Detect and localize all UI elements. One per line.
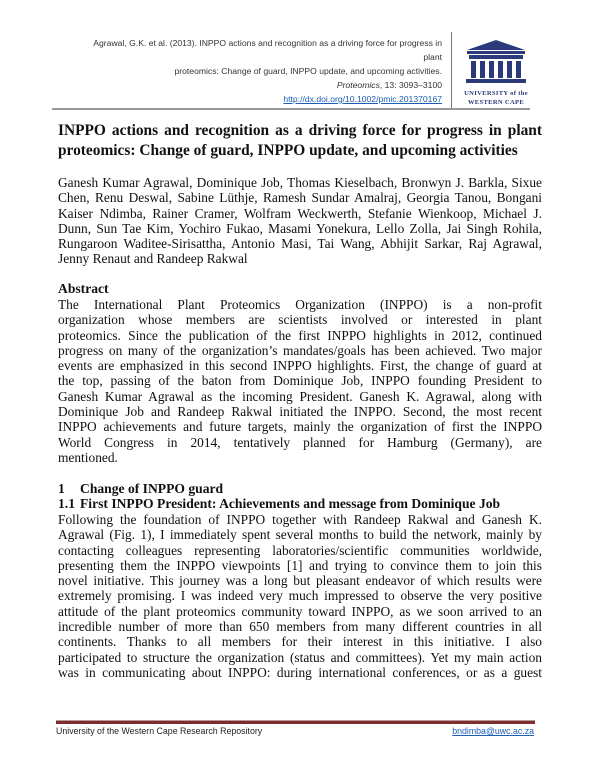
citation-line: proteomics: Change of guard, INPPO update, and upcoming activities. bbox=[174, 66, 442, 76]
text-line: continents. Thanks to all members for their interest in this initiative. I also bbox=[58, 634, 542, 650]
text-line: INPPO achievements and future targets, mainly the organization of first the INPPO bbox=[58, 419, 542, 435]
text-line: Dunn, Sun Tae Kim, Yochiro Fukao, Masami Yonekura, Lello Zolla, Jai Singh Rohila, bbox=[58, 220, 542, 236]
building-columns-icon bbox=[461, 38, 531, 84]
text-line: Chen, Renu Deswal, Sabine Lüthje, Ramesh Sundar Amalraj, Georgia Tanou, Bongani bbox=[58, 190, 542, 206]
text-line: mentioned. bbox=[58, 449, 118, 465]
paper-title bbox=[58, 121, 542, 161]
footer-rule bbox=[56, 720, 535, 724]
text-line: attitude of the plant proteomics community toward INPPO, as we soon arrived to an bbox=[58, 603, 542, 619]
footer-repository: University of the Western Cape Research Repository bbox=[56, 726, 263, 736]
text-line: Dominique Job and Randeep Rakwal initiated the INPPO. Second, the most recent bbox=[58, 404, 542, 420]
text-line: Kaiser Ndimba, Rainer Cramer, Wolfram Weckwerth, Stefanie Wienkoop, Michael J. bbox=[58, 205, 542, 221]
subsection-heading bbox=[58, 496, 542, 511]
subsection-number: 1.1 bbox=[58, 496, 75, 511]
text-line: Following the foundation of INPPO together with Randeep Rakwal and Ganesh K. bbox=[58, 512, 542, 527]
section-heading bbox=[58, 481, 542, 496]
text-line: progress on many of the organization’s mandates/goals has been achieved. Two major bbox=[58, 342, 542, 358]
text-line: the top, passing of the baton from Dominique Job, INPPO founding President to bbox=[58, 373, 542, 389]
journal-reference bbox=[82, 78, 442, 92]
section-body bbox=[58, 512, 542, 680]
text-line: organization whose members are scientists involved or interested in plant bbox=[58, 312, 542, 328]
section-title: Change of INPPO guard bbox=[80, 481, 224, 496]
text-line: Jenny Renaut and Randeep Rakwal bbox=[58, 251, 248, 267]
text-line: extremely promising. I was indeed very much impressed to observe the very positive bbox=[58, 588, 542, 604]
text-line: incredible number of more than 650 members from many different countries in all bbox=[58, 619, 542, 635]
header-divider bbox=[451, 32, 452, 110]
volume-pages: , 13: 3093–3100 bbox=[379, 80, 442, 90]
text-line: proteomics. Since the publication of the first INPPO highlights in 2012, continued bbox=[58, 327, 542, 343]
logo-text-line: WESTERN CAPE bbox=[467, 99, 525, 106]
text-line: participated to structure the organization (status and committees). Yet my main action bbox=[58, 649, 542, 665]
university-logo bbox=[461, 38, 531, 104]
logo-text bbox=[461, 89, 531, 107]
abstract-heading: Abstract bbox=[58, 281, 109, 296]
header-rule bbox=[52, 108, 530, 110]
text-line: proteomics: Change of guard, INPPO update, and upcoming activities bbox=[58, 142, 518, 159]
text-line: presenting them the INPPO viewpoints [1] and trying to convince them to join this bbox=[58, 557, 542, 573]
text-line: Rungaroon Waditee-Sirisattha, Antonio Masi, Tai Wang, Abhijit Sarkar, Raj Agrawal, bbox=[58, 236, 542, 252]
journal-name: Proteomics bbox=[336, 80, 380, 90]
doi-link[interactable]: http://dx.doi.org/10.1002/pmic.201370167 bbox=[283, 94, 442, 104]
text-line: events are emphasized in this second INPPO highlights. First, the change of guard at bbox=[58, 358, 542, 374]
text-line: Ganesh Kumar Agrawal as the incoming President. Ganesh K. Agrawal, along with bbox=[58, 388, 542, 404]
text-line: novel initiative. This journey was a long but pleasant endeavor of which results were bbox=[58, 573, 542, 589]
section-number: 1 bbox=[58, 481, 65, 496]
author-list bbox=[58, 175, 542, 267]
text-line: INPPO actions and recognition as a driving force for progress in plant bbox=[58, 122, 542, 139]
citation-block bbox=[82, 36, 442, 106]
citation-line: Agrawal, G.K. et al. (2013). INPPO actions and recognition as a driving force for progress in plant bbox=[93, 38, 442, 62]
text-line: The International Plant Proteomics Organization (INPPO) is a non-profit bbox=[58, 297, 542, 312]
text-line: Ganesh Kumar Agrawal, Dominique Job, Thomas Kieselbach, Bronwyn J. Barkla, Sixue bbox=[58, 175, 542, 190]
text-line: Agrawal (Fig. 1), I immediately spent several months to build the network, mainly by bbox=[58, 527, 542, 543]
text-line: World Congress in 2014, tentatively planned for Hamburg (Germany), are bbox=[58, 434, 542, 450]
subsection-title: First INPPO President: Achievements and message from Dominique Job bbox=[80, 496, 501, 511]
abstract-body bbox=[58, 297, 542, 465]
logo-text-line: UNIVERSITY of the bbox=[464, 90, 528, 97]
text-line: contacting colleagues representing laboratories/scientific communities worldwide, bbox=[58, 542, 542, 558]
footer-email-link[interactable]: bndimba@uwc.ac.za bbox=[452, 726, 534, 736]
text-line: was in communicating about INPPO: during international conferences, or as a guest bbox=[58, 664, 542, 680]
